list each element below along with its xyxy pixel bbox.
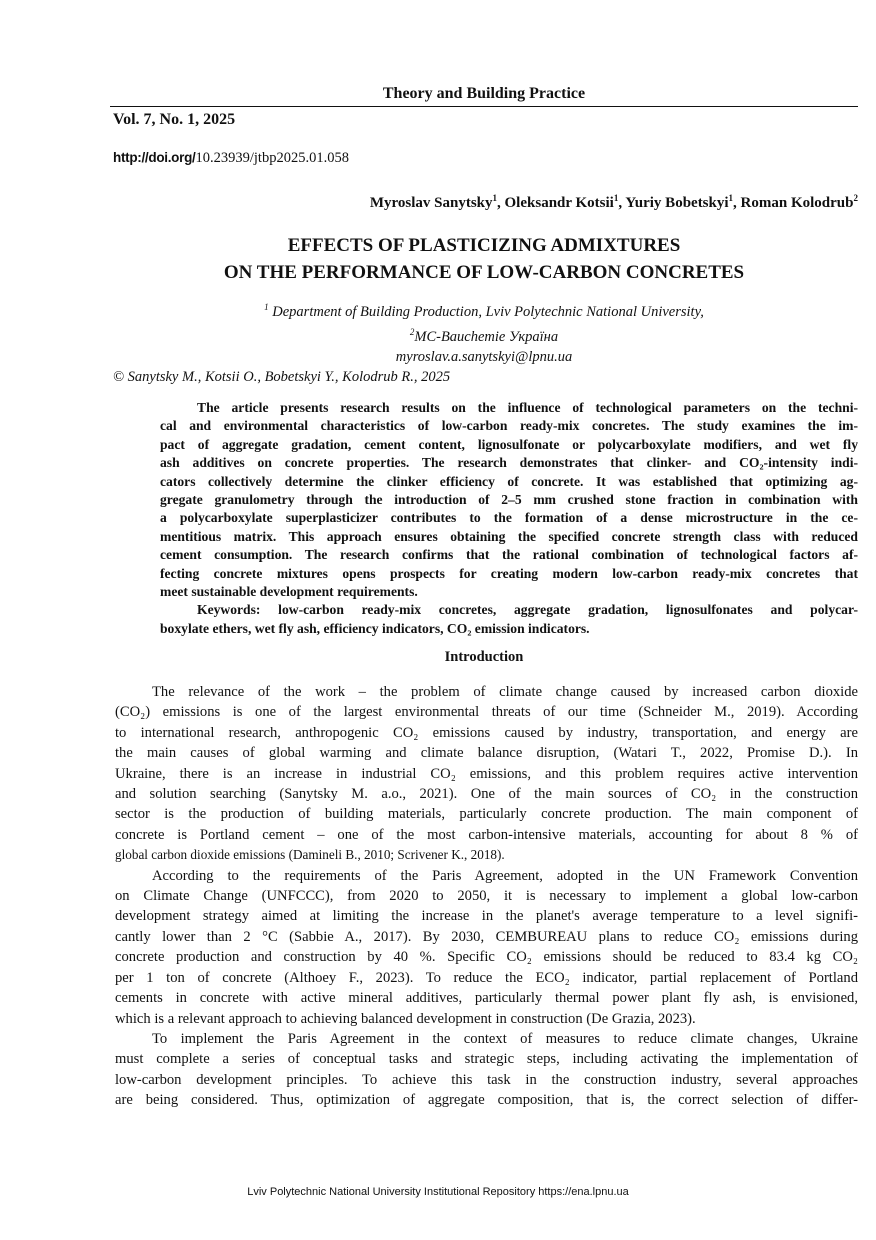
body-text (115, 682, 858, 1111)
paragraph-line: development strategy aimed at limiting the increase in the planet's average temperature to a level signifi- (115, 908, 858, 925)
paragraph-line: which is a relevant approach to achieving balanced development in construction (De Grazia, 2023). (115, 1010, 696, 1027)
paragraph-line: To implement the Paris Agreement in the context of measures to reduce climate changes, Ukraine (152, 1030, 858, 1047)
title-line: ON THE PERFORMANCE OF LOW-CARBON CONCRETES (223, 262, 745, 283)
abstract-line: gregate granulometry through the introduction of 2–5 mm crushed stone fraction in combination with (160, 492, 858, 508)
abstract-line: ash additives on concrete properties. The research demonstrates that clinker- and CO₂-intensity indi- (160, 455, 858, 471)
paragraph (115, 866, 858, 1029)
paragraph-line: cements in concrete with active mineral additives, particularly thermal power plant fly ash, is envisioned, (115, 990, 858, 1007)
affiliations (110, 297, 858, 367)
paragraph-line: The relevance of the work – the problem of climate change caused by increased carbon dioxide (152, 684, 858, 700)
paragraph-line: and solution searching (Sanytsky M. a.o., 2021). One of the main sources of CO₂ in the construction (115, 786, 858, 803)
paragraph (115, 682, 858, 866)
paragraph-line: concrete production and construction by 40 %. Specific CO₂ emissions should be reduced to 83.4 kg CO₂ (115, 949, 858, 966)
volume-info: Vol. 7, No. 1, 2025 (113, 111, 236, 128)
abstract-line: cal and environmental characteristics of low-carbon ready-mix concretes. The study examines the im- (160, 418, 858, 434)
author-affiliation: 1 (492, 193, 498, 203)
paragraph-line: the main causes of global warming and climate balance disruption, (Watari T., 2022, Promise D.). In (115, 745, 858, 762)
paragraph-line: on Climate Change (UNFCCC), from 2020 to 2050, it is necessary to implement a global low-carbon (115, 888, 858, 905)
copyright: © Sanytsky M., Kotsii O., Bobetskyi Y., Kolodrub R., 2025 (113, 369, 451, 385)
author-name: Oleksandr Kotsii (504, 195, 614, 211)
abstract-line: fecting concrete mixtures opens prospects for creating modern low-carbon ready-mix concretes that (160, 565, 858, 581)
affiliation-2: $^2$MC-Bauchemie Україна (409, 326, 559, 345)
abstract-line: a polycarboxylate superplasticizer contributes to the formation of a dense microstructure in the ce- (160, 510, 858, 526)
keywords-line: boxylate ethers, wet fly ash, efficiency indicators, CO₂ emission indicators. (160, 620, 590, 636)
abstract (160, 399, 858, 638)
article-title (110, 232, 858, 286)
paragraph-line: (CO₂) emissions is one of the largest environmental threats of our time (Schneider M., 2019). According (115, 704, 858, 721)
author-name: Yuriy Bobetskyi (625, 195, 729, 211)
doi-link[interactable] (113, 150, 349, 167)
paragraph-line: concrete is Portland cement – one of the most carbon-intensive materials, accounting for about 8 % of (115, 826, 858, 843)
section-heading-introduction: Introduction (444, 649, 524, 665)
author-name: Myroslav Sanytsky (369, 195, 493, 211)
paragraph-line: sector is the production of building materials, particularly concrete production. The main component of (115, 806, 858, 823)
abstract-line: cement consumption. The research confirms that the rational combination of technological factors af- (160, 547, 858, 563)
abstract-line: meet sustainable development requirements. (160, 584, 418, 600)
abstract-line: cators collectively determine the clinker efficiency of concrete. It was established that optimizing ag- (160, 473, 858, 489)
paragraph-line: Ukraine, there is an increase in industrial CO₂ emissions, and this problem requires active intervention (115, 765, 858, 782)
doi-suffix: 10.23939/jtbp2025.01.058 (195, 150, 349, 166)
author-affiliation: 1 (728, 193, 734, 203)
author-affiliation: 2 (853, 193, 858, 203)
paragraph-line: global carbon dioxide emissions (Damineli B., 2010; Scrivener K., 2018). (115, 847, 505, 863)
author-list: Myroslav Sanytsky$^1$, Oleksandr Kotsii$^1$, Yuriy Bobetskyi$^1$, Roman Kolodrub$^2$ (369, 193, 858, 211)
keywords-line: Keywords: low-carbon ready-mix concretes, aggregate gradation, lignosulfonates and polycar- (197, 602, 858, 618)
paragraph-line: are being considered. Thus, optimization of aggregate composition, that is, the correct selection of differ- (115, 1092, 858, 1109)
title-line: EFFECTS OF PLASTICIZING ADMIXTURES (287, 235, 681, 256)
abstract-line: pact of aggregate gradation, cement content, lignosulfonate or polycarboxylate modifiers, and wet fly (160, 436, 858, 452)
abstract-line: The article presents research results on the influence of technological parameters on the techni- (197, 400, 858, 415)
author-name: Roman Kolodrub (740, 195, 854, 211)
paragraph-line: must complete a series of conceptual tasks and strategic steps, including activating the implementation of (115, 1051, 858, 1068)
paragraph-line: to international research, anthropogenic CO₂ emissions caused by industry, transportation, and energy are (115, 724, 858, 741)
header-rule (110, 106, 858, 107)
doi-prefix: http://doi.org/ (113, 150, 196, 165)
journal-name: Theory and Building Practice (382, 85, 586, 102)
paragraph-line: per 1 ton of concrete (Althoey F., 2023). To reduce the ECO₂ indicator, partial replacement of Portland (115, 969, 858, 986)
paragraph (115, 1029, 858, 1111)
author-affiliation: 1 (613, 193, 619, 203)
paragraph-line: low-carbon development principles. To achieve this task in the construction industry, several approaches (115, 1071, 858, 1088)
paragraph-line: cantly lower than 2 °C (Sabbie A., 2017). By 2030, CEMBUREAU plans to reduce CO₂ emissions during (115, 928, 858, 945)
author-email[interactable]: myroslav.a.sanytskyi@lpnu.ua (395, 348, 573, 365)
affiliation-1: $^1$ Department of Building Production, Lviv Polytechnic National University, (264, 302, 704, 320)
repository-footer: Lviv Polytechnic National University Institutional Repository https://ena.lpnu.ua (247, 1186, 629, 1198)
paragraph-line: According to the requirements of the Paris Agreement, adopted in the UN Framework Convention (152, 867, 858, 884)
abstract-line: mentitious matrix. This approach ensures obtaining the specified concrete strength class with reduced (160, 528, 858, 544)
